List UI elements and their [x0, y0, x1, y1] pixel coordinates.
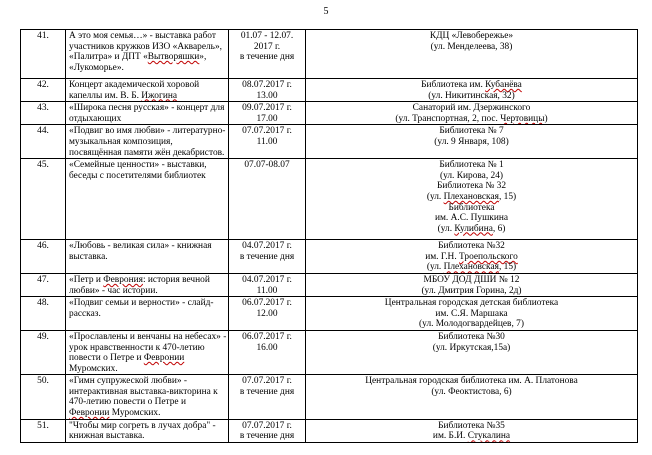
- row-number: 50.: [21, 375, 66, 419]
- event-title-line: «Палитра» и ДПТ «Вытворяшки»,: [69, 52, 207, 63]
- table-row: [21, 102, 638, 125]
- event-place-line: им. А.С. Пушкина: [434, 213, 509, 224]
- event-date-line: 04.07.2017 г.: [242, 274, 292, 285]
- event-date: [229, 79, 306, 102]
- event-place-line: (ул. Кирова, 24): [439, 170, 504, 181]
- event-title: [66, 419, 229, 442]
- event-title-line: «Любовь - великая сила» - книжная: [69, 241, 212, 252]
- event-place-line: (ул. Плехановская, 15): [426, 262, 517, 273]
- event-title-line: "Чтобы мир согреть в лучах добра" -: [69, 420, 216, 431]
- table-row: [21, 419, 638, 442]
- event-title-line: повести о Петре и Февронии: [69, 353, 185, 364]
- event-place-line: Библиотека № 32: [436, 181, 507, 192]
- event-place-line: Библиотека № 7: [439, 126, 504, 137]
- events-table: [20, 29, 638, 443]
- event-place-line: Библиотека №30: [438, 331, 505, 342]
- table-row: [21, 330, 638, 374]
- event-place: [306, 240, 638, 274]
- table-row: [21, 240, 638, 274]
- event-title: [66, 240, 229, 274]
- table-row: [21, 125, 638, 159]
- event-place-line: (ул. Транспортная, 2, пос. Чертовицы): [395, 113, 548, 124]
- event-place: [306, 375, 638, 419]
- event-place-line: (ул. Менделеева, 38): [430, 41, 513, 52]
- event-place-line: (ул. 9 Января, 108): [434, 136, 509, 147]
- row-number: 43.: [21, 102, 66, 125]
- event-date-line: 01.07 - 12.07.: [240, 31, 294, 41]
- event-title-line: рассказ.: [69, 308, 101, 319]
- event-place: [306, 297, 638, 331]
- event-title-line: «Лукоморье».: [69, 62, 124, 73]
- event-place: [306, 273, 638, 296]
- event-date-line: 2017 г.: [253, 41, 281, 52]
- event-title: [66, 330, 229, 374]
- event-place-line: МБОУ ДОД ДШИ № 12: [423, 274, 520, 285]
- event-title: [66, 375, 229, 419]
- event-place: [306, 159, 638, 240]
- row-number: 49.: [21, 330, 66, 374]
- event-title-line: выставка.: [69, 251, 108, 262]
- event-date-line: 17.00: [256, 113, 278, 124]
- event-place: [306, 79, 638, 102]
- event-title: [66, 125, 229, 159]
- event-title-line: «Семейные ценности» - выставки,: [69, 160, 207, 171]
- event-date-line: 08.07.2017 г.: [242, 80, 292, 90]
- event-title-line: урок нравственности к 470-летию: [69, 342, 205, 353]
- table-row: [21, 273, 638, 296]
- row-number: 47.: [21, 273, 66, 296]
- page-number: 5: [323, 6, 329, 17]
- event-date-line: 07.07.2017 г.: [242, 126, 292, 137]
- event-date: [229, 102, 306, 125]
- event-place: [306, 102, 638, 125]
- row-number: 46.: [21, 240, 66, 274]
- event-title-line: любви» - час истории.: [69, 285, 158, 296]
- event-title-line: «Прославлены и венчаны на небесах» -: [69, 331, 227, 342]
- event-date: [229, 159, 306, 240]
- event-place-line: Центральная городская детская библиотека: [384, 298, 559, 309]
- event-place-line: (ул. Дмитрия Горина, 2д): [421, 285, 522, 296]
- event-date-line: 06.07.2017 г.: [242, 298, 292, 309]
- event-place-line: (ул. Никитинская, 32): [428, 90, 515, 101]
- event-place-line: им. Б.И. Стукалина: [432, 431, 511, 442]
- event-title-line: отдыхающих: [69, 113, 122, 124]
- event-title-line: Концерт академической хоровой: [69, 80, 200, 90]
- event-date: [229, 419, 306, 442]
- event-place-line: Библиотека № 1: [439, 160, 504, 171]
- event-place-line: им. С.Я. Маршака: [435, 308, 508, 319]
- event-place-line: (ул. Плехановская, 15): [426, 191, 517, 202]
- event-title-line: музыкальная композиция,: [69, 136, 173, 147]
- event-title-line: книжная выставка.: [69, 431, 145, 442]
- table-row: [21, 159, 638, 240]
- event-date-line: 06.07.2017 г.: [242, 331, 292, 342]
- table-row: [21, 79, 638, 102]
- event-date-line: 04.07.2017 г.: [242, 241, 292, 252]
- event-title-line: «Подвиг во имя любви» - литературно-: [69, 126, 226, 137]
- event-title: [66, 30, 229, 79]
- row-number: 41.: [21, 30, 66, 79]
- event-title: [66, 297, 229, 331]
- event-title: [66, 273, 229, 296]
- event-place-line: КДЦ «Левобережье»: [429, 31, 514, 41]
- table-row: [21, 375, 638, 419]
- event-title-line: Муромских.: [69, 363, 118, 374]
- event-place-line: Библиотека: [448, 202, 495, 213]
- event-date-line: 07.07.2017 г.: [242, 376, 292, 387]
- event-place-line: Библиотека №35: [438, 420, 505, 431]
- event-title: [66, 79, 229, 102]
- event-date-line: 07.07.2017 г.: [242, 420, 292, 431]
- event-title-line: «Петр и Феврония: история вечной: [69, 274, 210, 285]
- event-date-line: в течение дня: [239, 251, 295, 262]
- event-date-line: в течение дня: [239, 431, 295, 442]
- event-place: [306, 125, 638, 159]
- event-date-line: в течение дня: [239, 52, 295, 63]
- event-title-line: А это моя семья…» - выставка работ: [69, 31, 216, 41]
- event-place-line: (ул. Кулибина, 6): [437, 223, 506, 234]
- event-title-line: «Подвиг семьи и верности» - слайд-: [69, 298, 214, 309]
- event-date: [229, 30, 306, 79]
- table-row: [21, 297, 638, 331]
- event-date-line: 16.00: [256, 342, 278, 353]
- event-title-line: посвящённая памяти жён декабристов.: [69, 147, 225, 158]
- event-place: [306, 419, 638, 442]
- event-place-line: (ул. Молодогвардейцев, 7): [419, 319, 524, 330]
- event-title-line: 470-летию повести о Петре и: [69, 397, 186, 408]
- event-place-line: Санаторий им. Дзержинского: [412, 103, 531, 114]
- row-number: 48.: [21, 297, 66, 331]
- event-date: [229, 125, 306, 159]
- event-place-line: Библиотека №32: [438, 241, 505, 252]
- table-row: [21, 30, 638, 79]
- event-title: [66, 159, 229, 240]
- event-title-line: интерактивная выставка-викторина к: [69, 386, 218, 397]
- event-place-line: им. Г.Н. Троепольского: [425, 251, 518, 262]
- event-place-line: Библиотека им. Кубанёва: [421, 80, 522, 90]
- event-title-line: беседы с посетителями библиотек: [69, 170, 206, 181]
- event-date: [229, 297, 306, 331]
- row-number: 44.: [21, 125, 66, 159]
- event-date-line: 09.07.2017 г.: [242, 103, 292, 114]
- event-date-line: 07.07-08.07: [244, 160, 290, 171]
- event-place-line: (ул. Иркутская,15а): [432, 342, 511, 353]
- event-date-line: 11.00: [256, 136, 278, 147]
- row-number: 45.: [21, 159, 66, 240]
- event-title-line: «Гимн супружеской любви» -: [69, 376, 188, 387]
- event-date: [229, 375, 306, 419]
- event-place-line: Центральная городская библиотека им. А. Платонова: [365, 376, 578, 387]
- event-date-line: в течение дня: [239, 386, 295, 397]
- row-number: 51.: [21, 419, 66, 442]
- event-place: [306, 30, 638, 79]
- event-title-line: участников кружков ИЗО «Акварель»,: [69, 41, 222, 52]
- event-date-line: 13.00: [256, 90, 278, 101]
- event-date-line: 12.00: [256, 308, 278, 319]
- event-title: [66, 102, 229, 125]
- event-place-line: (ул. Феоктистова, 6): [431, 386, 512, 397]
- event-date: [229, 273, 306, 296]
- event-title-line: капеллы им. В. Б. Ижогина: [69, 90, 178, 101]
- event-date: [229, 240, 306, 274]
- event-date-line: 11.00: [256, 285, 278, 296]
- event-title-line: Февронии Муромских.: [69, 408, 161, 419]
- event-title-line: «Широка песня русская» - концерт для: [69, 103, 225, 114]
- event-place: [306, 330, 638, 374]
- event-date: [229, 330, 306, 374]
- row-number: 42.: [21, 79, 66, 102]
